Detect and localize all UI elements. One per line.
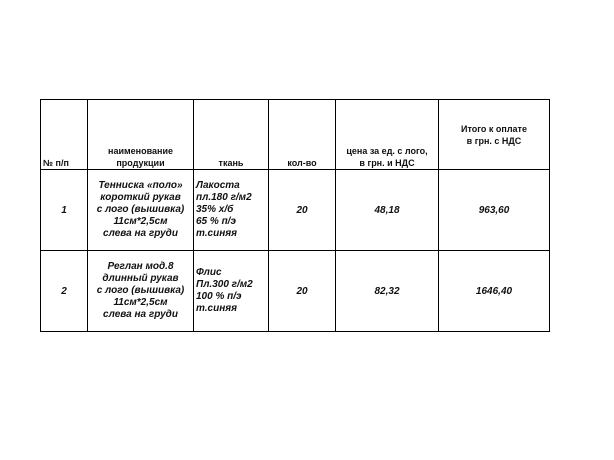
- table-row: [41, 170, 550, 251]
- order-table: [40, 99, 550, 332]
- header-qty: кол-во: [269, 100, 336, 170]
- row-total: 1646,40: [439, 251, 550, 332]
- row-fabric: Флис Пл.300 г/м2 100 % п/э т.синяя: [194, 251, 269, 332]
- header-product: наименование продукции: [88, 100, 194, 170]
- row-price: 82,32: [336, 251, 439, 332]
- table-row: [41, 251, 550, 332]
- row-qty: 20: [269, 251, 336, 332]
- header-fabric: ткань: [194, 100, 269, 170]
- row-fabric: Лакоста пл.180 г/м2 35% х/б 65 % п/э т.синяя: [194, 170, 269, 251]
- header-total: Итого к оплате в грн. с НДС: [439, 100, 550, 170]
- row-product: Реглан мод.8 длинный рукав с лого (вышивка) 11см*2,5см слева на груди: [88, 251, 194, 332]
- header-price: цена за ед. с лого, в грн. и НДС: [336, 100, 439, 170]
- row-price: 48,18: [336, 170, 439, 251]
- header-num: № п/п: [41, 100, 88, 170]
- row-qty: 20: [269, 170, 336, 251]
- row-total: 963,60: [439, 170, 550, 251]
- header-row: [41, 100, 550, 170]
- row-num: 1: [41, 170, 88, 251]
- row-product: Тенниска «поло» короткий рукав с лого (вышивка) 11см*2,5см слева на груди: [88, 170, 194, 251]
- row-num: 2: [41, 251, 88, 332]
